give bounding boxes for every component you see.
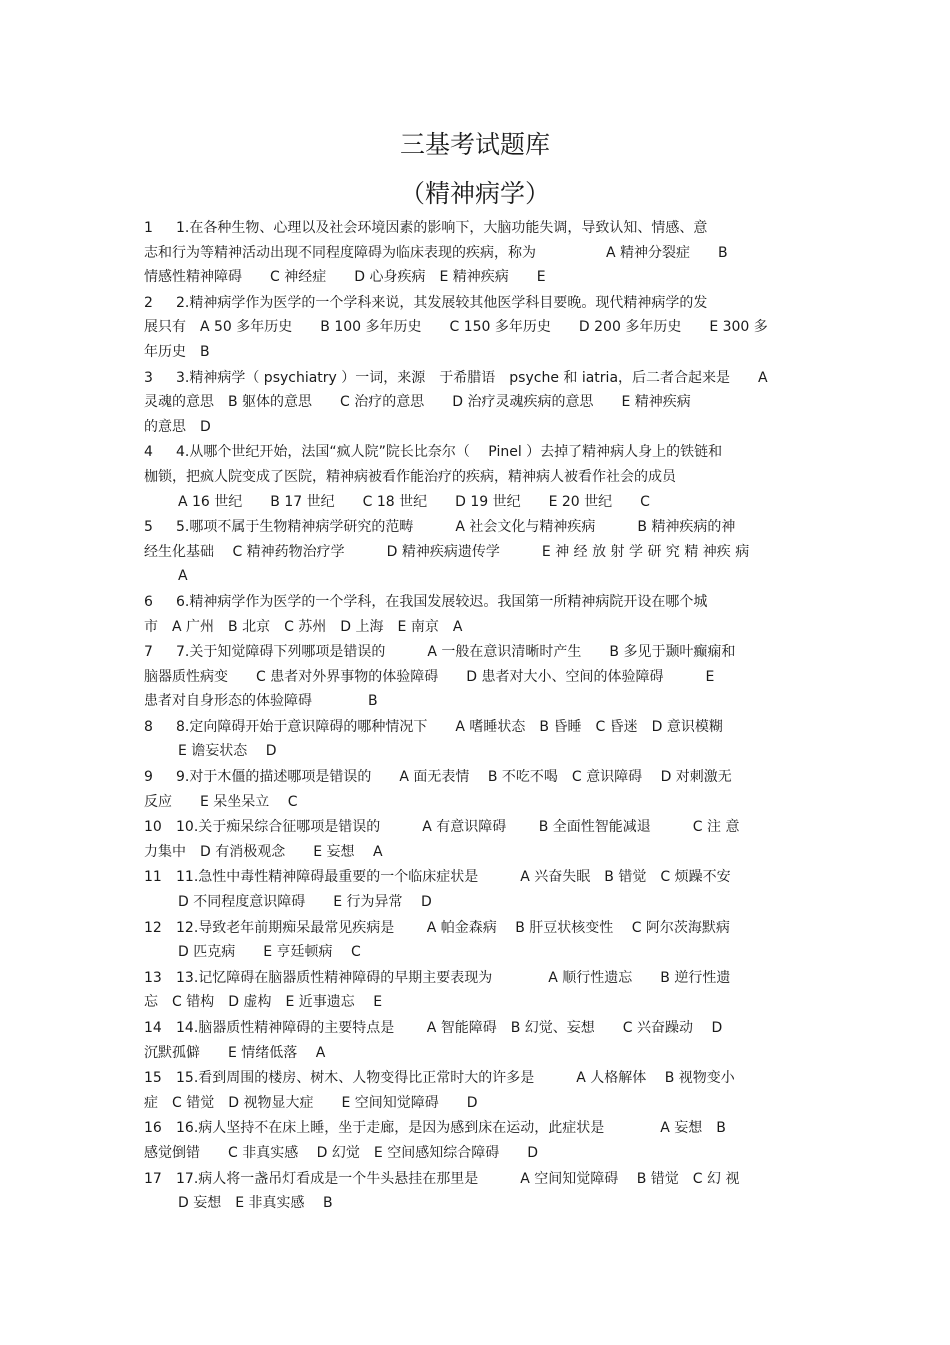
question-item bbox=[144, 291, 808, 365]
question-line bbox=[144, 640, 808, 665]
question-text: E 谵妄状态 D bbox=[178, 743, 277, 760]
question-line bbox=[144, 1191, 808, 1216]
question-line bbox=[144, 990, 808, 1015]
question-list bbox=[144, 216, 808, 1217]
question-text: 14.脑器质性精神障碍的主要特点是 A 智能障碍 B 幻觉、妄想 C 兴奋躁动 D bbox=[176, 1020, 723, 1036]
question-line bbox=[144, 1141, 808, 1166]
question-text: 枷锁，把疯人院变成了医院，精神病被看作能治疗的疾病，精神病人被看作社会的成员 bbox=[144, 468, 676, 485]
question-text: 症 C 错觉 D 视物显大症 E 空间知觉障碍 D bbox=[144, 1094, 478, 1111]
question-text: 1.在各种生物、心理以及社会环境因素的影响下，大脑功能失调，导致认知、情感、意 bbox=[176, 220, 708, 236]
question-text: 市 A 广州 B 北京 C 苏州 D 上海 E 南京 A bbox=[144, 618, 463, 635]
question-text: D 不同程度意识障碍 E 行为异常 D bbox=[178, 894, 432, 911]
question-line bbox=[144, 689, 808, 714]
question-line bbox=[144, 916, 808, 941]
question-text: 10.关于痴呆综合征哪项是错误的 A 有意识障碍 B 全面性智能减退 C 注 意 bbox=[176, 819, 740, 836]
question-text: 8.定向障碍开始于意识障碍的哪种情况下 A 嗜睡状态 B 昏睡 C 昏迷 D 意识模糊 bbox=[176, 718, 723, 735]
question-text: 脑器质性病变 C 患者对外界事物的体验障碍 D 患者对大小、空间的体验障碍 E bbox=[144, 668, 715, 685]
question-line bbox=[144, 1091, 808, 1116]
question-line bbox=[144, 291, 808, 316]
question-line bbox=[144, 265, 808, 290]
question-text: D 匹克病 E 亨廷顿病 C bbox=[178, 944, 361, 961]
question-item bbox=[144, 440, 808, 514]
question-line bbox=[144, 715, 808, 740]
question-number: 1 bbox=[144, 220, 153, 236]
question-line bbox=[144, 1066, 808, 1091]
question-text: 感觉倒错 C 非真实感 D 幻觉 E 空间感知综合障碍 D bbox=[144, 1144, 538, 1161]
question-number: 16 bbox=[144, 1120, 162, 1137]
question-text: 12.导致老年前期痴呆最常见疾病是 A 帕金森病 B 肝豆状核变性 C 阿尔茨海默病 bbox=[176, 919, 730, 936]
question-item bbox=[144, 865, 808, 914]
question-item bbox=[144, 1066, 808, 1115]
question-number: 4 bbox=[144, 444, 153, 461]
question-item bbox=[144, 715, 808, 764]
question-text: 力集中 D 有消极观念 E 妄想 A bbox=[144, 843, 383, 860]
question-number: 17 bbox=[144, 1170, 162, 1187]
question-text: 15.看到周围的楼房、树木、人物变得比正常时大的许多是 A 人格解体 B 视物变小 bbox=[176, 1070, 735, 1087]
question-line bbox=[144, 815, 808, 840]
question-text: 展只有 A 50 多年历史 B 100 多年历史 C 150 多年历史 D 200 多年历史 E 300 多 bbox=[144, 319, 768, 336]
question-text: 17.病人将一盏吊灯看成是一个牛头悬挂在那里是 A 空间知觉障碍 B 错觉 C 幻 视 bbox=[176, 1170, 740, 1187]
question-text: 志和行为等精神活动出现不同程度障碍为临床表现的疾病，称为 A 精神分裂症 B bbox=[144, 244, 728, 261]
question-text: A 16 世纪 B 17 世纪 C 18 世纪 D 19 世纪 E 20 世纪 C bbox=[178, 493, 650, 510]
question-number: 10 bbox=[144, 819, 162, 836]
question-line bbox=[144, 465, 808, 490]
question-text: 年历史 B bbox=[144, 343, 210, 360]
question-text: 5.哪项不属于生物精神病学研究的范畴 A 社会文化与精神疾病 B 精神疾病的神 bbox=[176, 519, 736, 536]
question-number: 3 bbox=[144, 369, 153, 386]
question-line bbox=[144, 315, 808, 340]
question-line bbox=[144, 340, 808, 365]
question-number: 8 bbox=[144, 718, 153, 735]
question-text: 16.病人坚持不在床上睡，坐于走廊，是因为感到床在运动，此症状是 A 妄想 B bbox=[176, 1120, 726, 1137]
question-number: 12 bbox=[144, 919, 162, 936]
question-item bbox=[144, 765, 808, 814]
question-text: 忘 C 错构 D 虚构 E 近事遗忘 E bbox=[144, 994, 383, 1011]
question-line bbox=[144, 564, 808, 589]
question-line bbox=[144, 865, 808, 890]
question-number: 5 bbox=[144, 519, 153, 536]
question-text: A bbox=[178, 568, 188, 585]
question-number: 15 bbox=[144, 1070, 162, 1087]
question-line bbox=[144, 515, 808, 540]
question-item bbox=[144, 366, 808, 440]
question-line bbox=[144, 540, 808, 565]
question-line bbox=[144, 241, 808, 266]
question-text: 9.对于木僵的描述哪项是错误的 A 面无表情 B 不吃不喝 C 意识障碍 D 对刺激无 bbox=[176, 769, 732, 786]
question-line bbox=[144, 590, 808, 615]
question-number: 7 bbox=[144, 644, 153, 661]
question-line bbox=[144, 615, 808, 640]
question-text: 6.精神病学作为医学的一个学科，在我国发展较迟。我国第一所精神病院开设在哪个城 bbox=[176, 593, 708, 610]
question-number: 6 bbox=[144, 593, 153, 610]
question-text: 情感性精神障碍 C 神经症 D 心身疾病 E 精神疾病 E bbox=[144, 269, 546, 286]
question-item bbox=[144, 966, 808, 1015]
question-number: 2 bbox=[144, 294, 153, 311]
question-text: 灵魂的意思 B 躯体的意思 C 治疗的意思 D 治疗灵魂疾病的意思 E 精神疾病 bbox=[144, 394, 691, 411]
question-item bbox=[144, 515, 808, 589]
question-line bbox=[144, 739, 808, 764]
question-line bbox=[144, 840, 808, 865]
question-line bbox=[144, 366, 808, 391]
question-item bbox=[144, 1167, 808, 1216]
question-line bbox=[144, 216, 808, 241]
question-line bbox=[144, 966, 808, 991]
question-line bbox=[144, 415, 808, 440]
question-item bbox=[144, 815, 808, 864]
question-line bbox=[144, 940, 808, 965]
question-text: 13.记忆障碍在脑器质性精神障碍的早期主要表现为 A 顺行性遗忘 B 逆行性遗 bbox=[176, 969, 731, 986]
question-line bbox=[144, 790, 808, 815]
question-item bbox=[144, 640, 808, 714]
question-line bbox=[144, 1016, 808, 1041]
question-text: 7.关于知觉障碍下列哪项是错误的 A 一般在意识清晰时产生 B 多见于颞叶癫痫和 bbox=[176, 644, 736, 661]
question-line bbox=[144, 1041, 808, 1066]
question-line bbox=[144, 390, 808, 415]
question-line bbox=[144, 490, 808, 515]
question-text: 11.急性中毒性精神障碍最重要的一个临床症状是 A 兴奋失眠 B 错觉 C 烦躁不安 bbox=[176, 869, 731, 886]
question-text: 沉默孤僻 E 情绪低落 A bbox=[144, 1044, 326, 1061]
document-title: 三基考试题库 bbox=[399, 130, 550, 159]
question-line bbox=[144, 890, 808, 915]
question-line bbox=[144, 765, 808, 790]
question-item bbox=[144, 590, 808, 639]
question-item bbox=[144, 216, 808, 290]
question-line bbox=[144, 665, 808, 690]
question-text: 反应 E 呆坐呆立 C bbox=[144, 793, 298, 810]
question-text: D 妄想 E 非真实感 B bbox=[178, 1195, 333, 1212]
question-text: 的意思 D bbox=[144, 418, 211, 435]
question-number: 13 bbox=[144, 969, 162, 986]
question-item bbox=[144, 1016, 808, 1065]
question-number: 11 bbox=[144, 869, 162, 886]
question-number: 9 bbox=[144, 769, 153, 786]
question-text: 3.精神病学（ psychiatry ）一词，来源 于希腊语 psyche 和 iatria，后二者合起来是 A bbox=[176, 369, 768, 386]
question-line bbox=[144, 1116, 808, 1141]
question-line bbox=[144, 1167, 808, 1192]
question-text: 2.精神病学作为医学的一个学科来说，其发展较其他医学科目要晚。现代精神病学的发 bbox=[176, 294, 708, 311]
question-item bbox=[144, 1116, 808, 1165]
question-text: 经生化基础 C 精神药物治疗学 D 精神疾病遗传学 E 神 经 放 射 学 研 究 精 神疾 病 bbox=[144, 543, 750, 560]
question-text: 4.从哪个世纪开始，法国“疯人院”院长比奈尔（ Pinel ）去掉了精神病人身上的铁链和 bbox=[176, 444, 723, 461]
question-line bbox=[144, 440, 808, 465]
document-subtitle: （精神病学） bbox=[399, 179, 550, 208]
question-text: 患者对自身形态的体验障碍 B bbox=[144, 693, 378, 710]
question-item bbox=[144, 916, 808, 965]
question-number: 14 bbox=[144, 1020, 162, 1036]
